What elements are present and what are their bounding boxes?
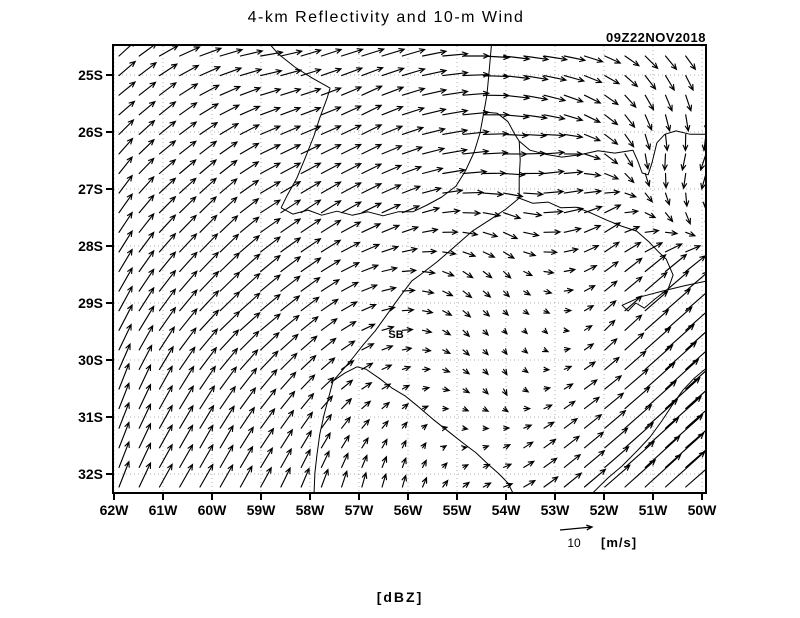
lat-tick-label: 26S bbox=[78, 124, 103, 140]
map-outline-rio-parana-w bbox=[281, 208, 413, 216]
lat-tick-label: 27S bbox=[78, 181, 103, 197]
lon-tick-label: 59W bbox=[246, 502, 276, 518]
lat-tick-label: 25S bbox=[78, 67, 103, 83]
reference-arrow-unit: [m/s] bbox=[601, 535, 638, 550]
lon-tick-label: 53W bbox=[540, 502, 570, 518]
lat-tick-label: 32S bbox=[78, 466, 103, 482]
lon-tick-label: 51W bbox=[638, 502, 668, 518]
lon-tick-label: 55W bbox=[442, 502, 472, 518]
lat-tick-label: 29S bbox=[78, 295, 103, 311]
lat-tick-label: 31S bbox=[78, 409, 103, 425]
lon-tick-label: 50W bbox=[687, 502, 717, 518]
map-outline-rio-parana-ne bbox=[413, 112, 484, 212]
lon-tick-label: 61W bbox=[148, 502, 178, 518]
lon-tick-label: 60W bbox=[197, 502, 227, 518]
map-outline-pilcomayo bbox=[267, 41, 330, 88]
city-label-sb: SB bbox=[388, 329, 404, 341]
reference-arrow-value: 10 bbox=[567, 536, 581, 550]
map-outline-border-ne bbox=[484, 112, 708, 175]
chart-title: 4-km Reflectivity and 10-m Wind bbox=[247, 9, 525, 26]
reference-arrow-icon bbox=[560, 525, 592, 530]
lon-tick-label: 56W bbox=[393, 502, 423, 518]
reference-vector bbox=[560, 525, 637, 550]
lon-tick-label: 58W bbox=[295, 502, 325, 518]
axis-tick-layer bbox=[78, 67, 717, 518]
colorbar-units-label: [dBZ] bbox=[376, 589, 424, 605]
lon-tick-label: 62W bbox=[99, 502, 129, 518]
lon-tick-label: 52W bbox=[589, 502, 619, 518]
lat-tick-label: 30S bbox=[78, 352, 103, 368]
chart-timestamp: 09Z22NOV2018 bbox=[606, 30, 706, 45]
lon-tick-label: 57W bbox=[344, 502, 374, 518]
lon-tick-label: 54W bbox=[491, 502, 521, 518]
lat-tick-label: 28S bbox=[78, 238, 103, 254]
map-outline-border-pepiri bbox=[519, 141, 520, 198]
